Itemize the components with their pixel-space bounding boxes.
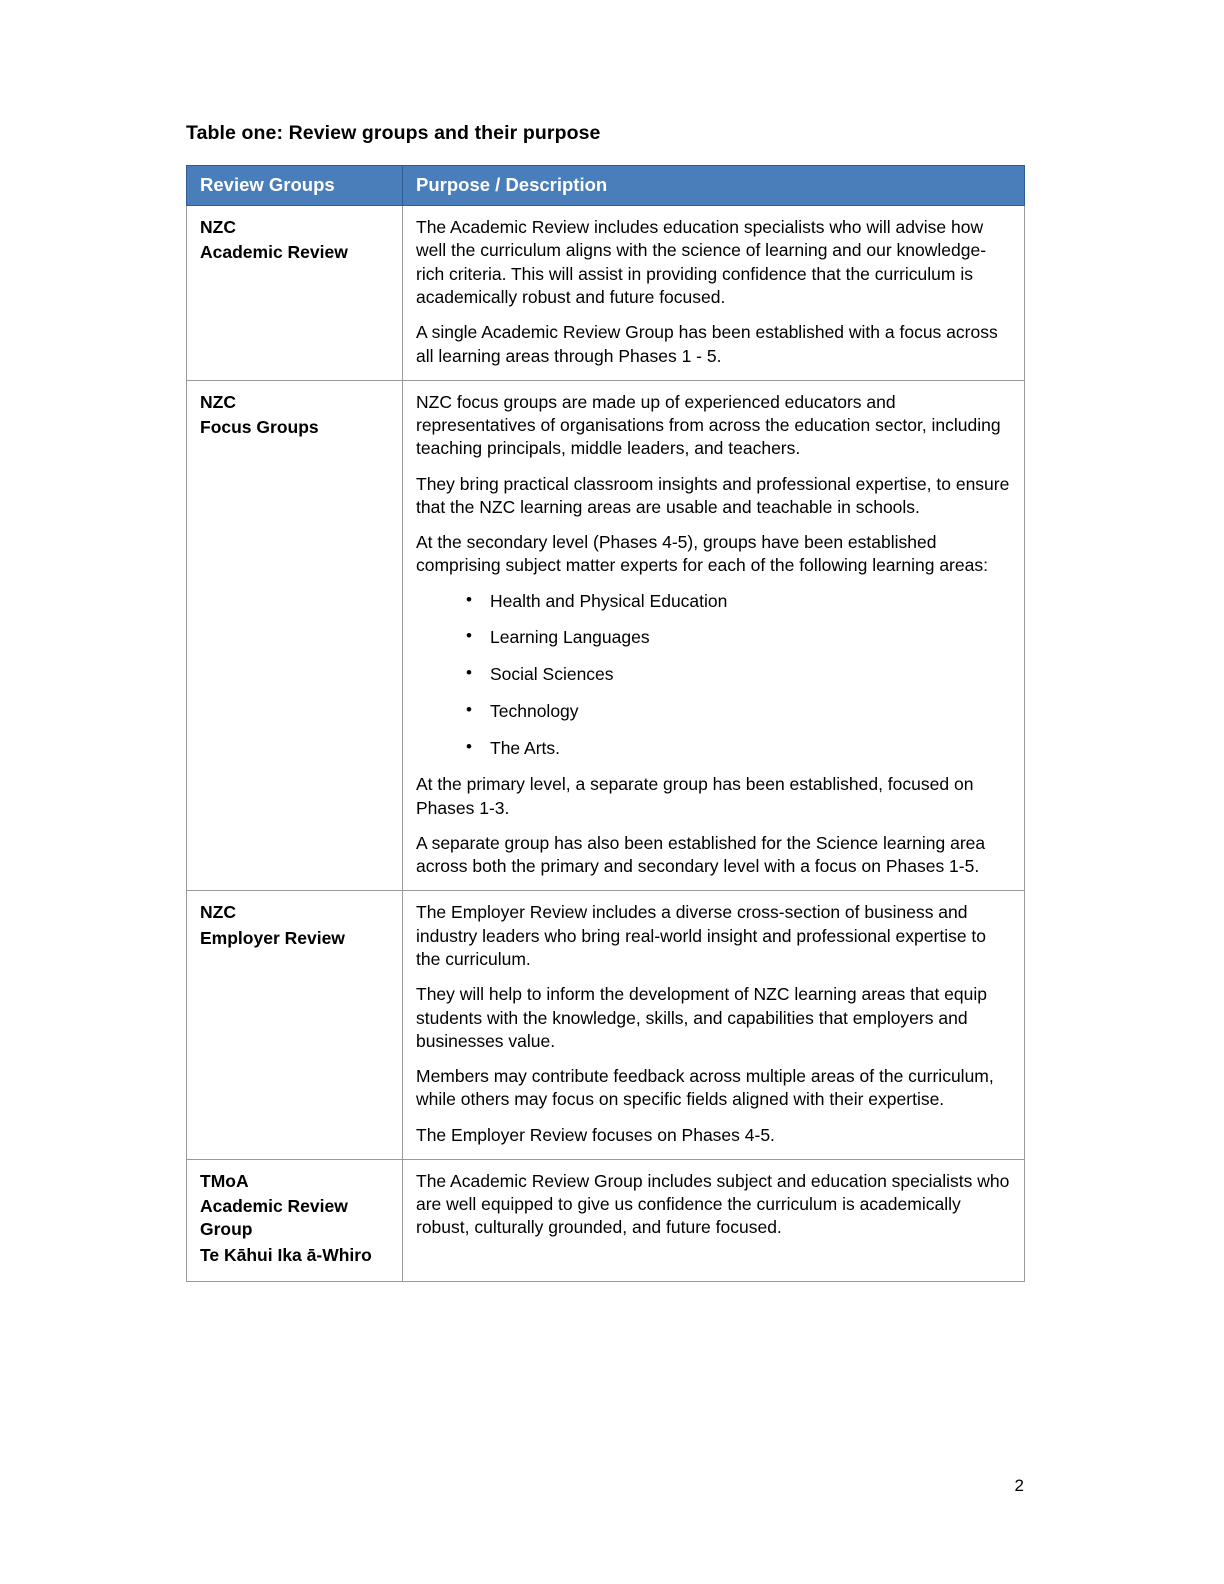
- list-item: • Health and Physical Education: [416, 590, 1012, 613]
- page-number: 2: [1014, 1476, 1024, 1495]
- page-title: Table one: Review groups and their purpose: [186, 122, 601, 144]
- description-cell: [403, 380, 1025, 891]
- table-row: [187, 206, 1025, 381]
- group-cell: [187, 891, 403, 1159]
- group-line: NZC: [200, 391, 236, 412]
- group-line: Academic Review Group: [200, 1196, 348, 1240]
- group-cell: [187, 380, 403, 891]
- group-line: NZC: [200, 902, 236, 923]
- description-paragraph: The Employer Review includes a diverse cross-section of business and industry leaders who bring real-world insight and professional expertise to the curriculum.: [416, 902, 987, 969]
- group-line: TMoA: [200, 1170, 249, 1191]
- group-cell: [187, 206, 403, 381]
- description-paragraph: The Academic Review Group includes subject and education specialists who are well equipped to give us confidence the curriculum is academically robust, culturally grounded, and future focused.: [416, 1170, 1010, 1238]
- group-line: Focus Groups: [200, 417, 319, 438]
- column-header-purpose-description: Purpose / Description: [403, 166, 1025, 206]
- table-row: [187, 380, 1025, 891]
- description-cell: [403, 1159, 1025, 1281]
- group-line: Employer Review: [200, 927, 345, 948]
- table-row: [187, 891, 1025, 1159]
- description-cell: [403, 206, 1025, 381]
- table-row: [187, 1159, 1025, 1281]
- description-paragraph: A separate group has also been established for the Science learning area across both the primary and secondary level with a focus on Phases 1-5.: [416, 832, 986, 877]
- review-groups-table: [186, 165, 1025, 1282]
- description-paragraph: The Employer Review focuses on Phases 4-5.: [416, 1124, 775, 1145]
- description-paragraph: The Academic Review includes education specialists who will advise how well the curriculum aligns with the science of learning and our knowledge-rich criteria. This will assist in providing confidence that the curriculum is academically robust and future focused.: [416, 217, 987, 307]
- description-paragraph: They will help to inform the development of NZC learning areas that equip students with the knowledge, skills, and capabilities that employers and businesses value.: [416, 984, 987, 1051]
- description-cell: [403, 891, 1025, 1159]
- list-item: • Learning Languages: [416, 626, 1012, 649]
- learning-areas-list: [416, 590, 1012, 760]
- description-paragraph: NZC focus groups are made up of experienced educators and representatives of organisations from across the education sector, including teaching principals, middle leaders, and teachers.: [416, 391, 1001, 459]
- description-paragraph: At the secondary level (Phases 4-5), groups have been established comprising subject matter experts for each of the following learning areas:: [416, 532, 988, 576]
- group-line: NZC: [200, 217, 236, 238]
- list-item: • Social Sciences: [416, 663, 1012, 686]
- group-line: Academic Review: [200, 242, 348, 263]
- group-cell: [187, 1159, 403, 1281]
- description-paragraph: They bring practical classroom insights and professional expertise, to ensure that the NZC learning areas are usable and teachable in schools.: [416, 473, 1010, 517]
- description-paragraph: At the primary level, a separate group has been established, focused on Phases 1-3.: [416, 774, 974, 818]
- description-paragraph: Members may contribute feedback across multiple areas of the curriculum, while others may focus on specific fields aligned with their expertise.: [416, 1066, 994, 1110]
- column-header-review-groups: Review Groups: [187, 166, 403, 206]
- group-line: Te Kāhui Ika ā-Whiro: [200, 1244, 372, 1265]
- list-item: • Technology: [416, 700, 1012, 723]
- table-header-row: [187, 166, 1025, 206]
- description-paragraph: A single Academic Review Group has been established with a focus across all learning areas through Phases 1 - 5.: [416, 322, 998, 366]
- list-item: • The Arts.: [416, 737, 1012, 760]
